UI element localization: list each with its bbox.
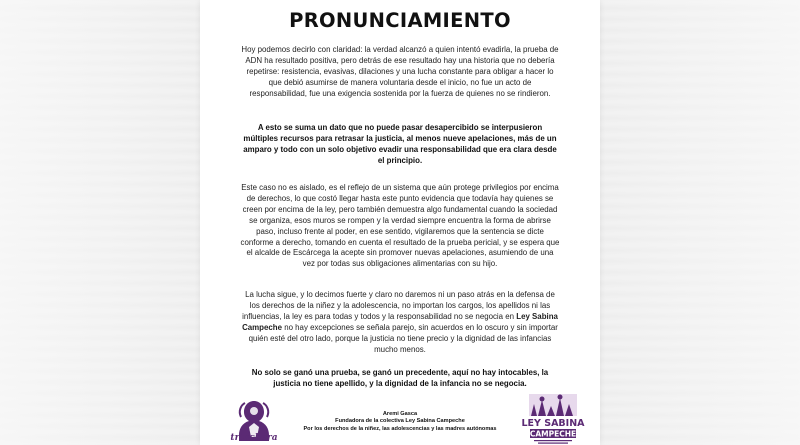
paragraph-struggle [240, 290, 560, 355]
signer-name: Aremi Gasca [382, 411, 418, 417]
signature-block [260, 411, 540, 433]
signer-role: Fundadora de la colectiva Ley Sabina Campeche [335, 418, 465, 425]
background-fade-right [600, 0, 800, 445]
trinchera-logo-label: trinchera [230, 433, 278, 443]
logo-text-line1: LEY SABINA [521, 418, 585, 429]
document-title: PRONUNCIAMIENTO [289, 9, 511, 32]
paragraph-system: Este caso no es aislado, es el reflejo de un sistema que aún protege privilegios por encima de derechos, lo que costó llegar hasta este punto evidencia que todavía hay quienes se creen por encima de la ley, pero también demuestra algo fundamental cuando la sociedad se organiza, esos muros se rompen y la verdad siempre encuentra la forma de abrirse paso, incluso frente al poder, en ese sentido, vigilaremos que la sentencia se dicte conforme a derecho, tomando en cuenta el resultado de la prueba pericial, y se espera que el alcalde de Escárcega la acepte sin promover nuevas apelaciones, asumiendo de una vez por todas sus obligaciones alimentarias con su hijo. [240, 183, 560, 269]
paragraph-struggle-text-b: no hay excepciones se señala parejo, sin acuerdos en lo oscuro y sin importar quién esté del otro lado, porque la justicia no tiene precio y la dignidad de las infancias mucho menos. [248, 322, 558, 354]
background-fade-left [0, 0, 200, 445]
signer-tagline: Por los derechos de la niñez, las adolescencias y las madres autónomas [303, 425, 497, 432]
paragraph-dna-result: Hoy podemos decirlo con claridad: la verdad alcanzó a quien intentó evadirla, la prueba de ADN ha resultado positiva, pero detrás de ese resultado hay una historia que no debería repetirse: resistencia, evasivas, dilaciones y una lucha constante para obligar a hacer lo que debió asumirse de manera voluntaria desde el inicio, no fue un acto de responsabilidad, fue una exigencia sostenida por la fuerza de quienes no se rindieron. [241, 45, 559, 98]
ley-sabina-campeche-logo [521, 392, 585, 445]
paragraph-closing: No solo se ganó una prueba, se ganó un precedente, aquí no hay intocables, la justicia no tiene apellido, y la dignidad de la infancia no se negocia. [251, 368, 549, 388]
statement-document [200, 0, 600, 445]
paragraph-struggle-text-a: La lucha sigue, y lo decimos fuerte y claro no daremos ni un paso atrás en la defensa de los derechos de la niñez y la adolescencia, no importan los cargos, los apellidos ni las influencias, la ley es para todas y todos y la responsabilidad no se negocia en [242, 290, 555, 321]
logo-text-line2: CAMPECHE [529, 429, 577, 439]
paragraph-appeals: A esto se suma un dato que no puede pasar desapercibido se interpusieron múltiples recursos para retrasar la justicia, al menos nueve apelaciones, más de un amparo y todo con un solo objetivo evadir una responsabilidad que era clara desde el principio. [243, 123, 557, 165]
law-name: Ley Sabina Campeche [242, 311, 558, 332]
